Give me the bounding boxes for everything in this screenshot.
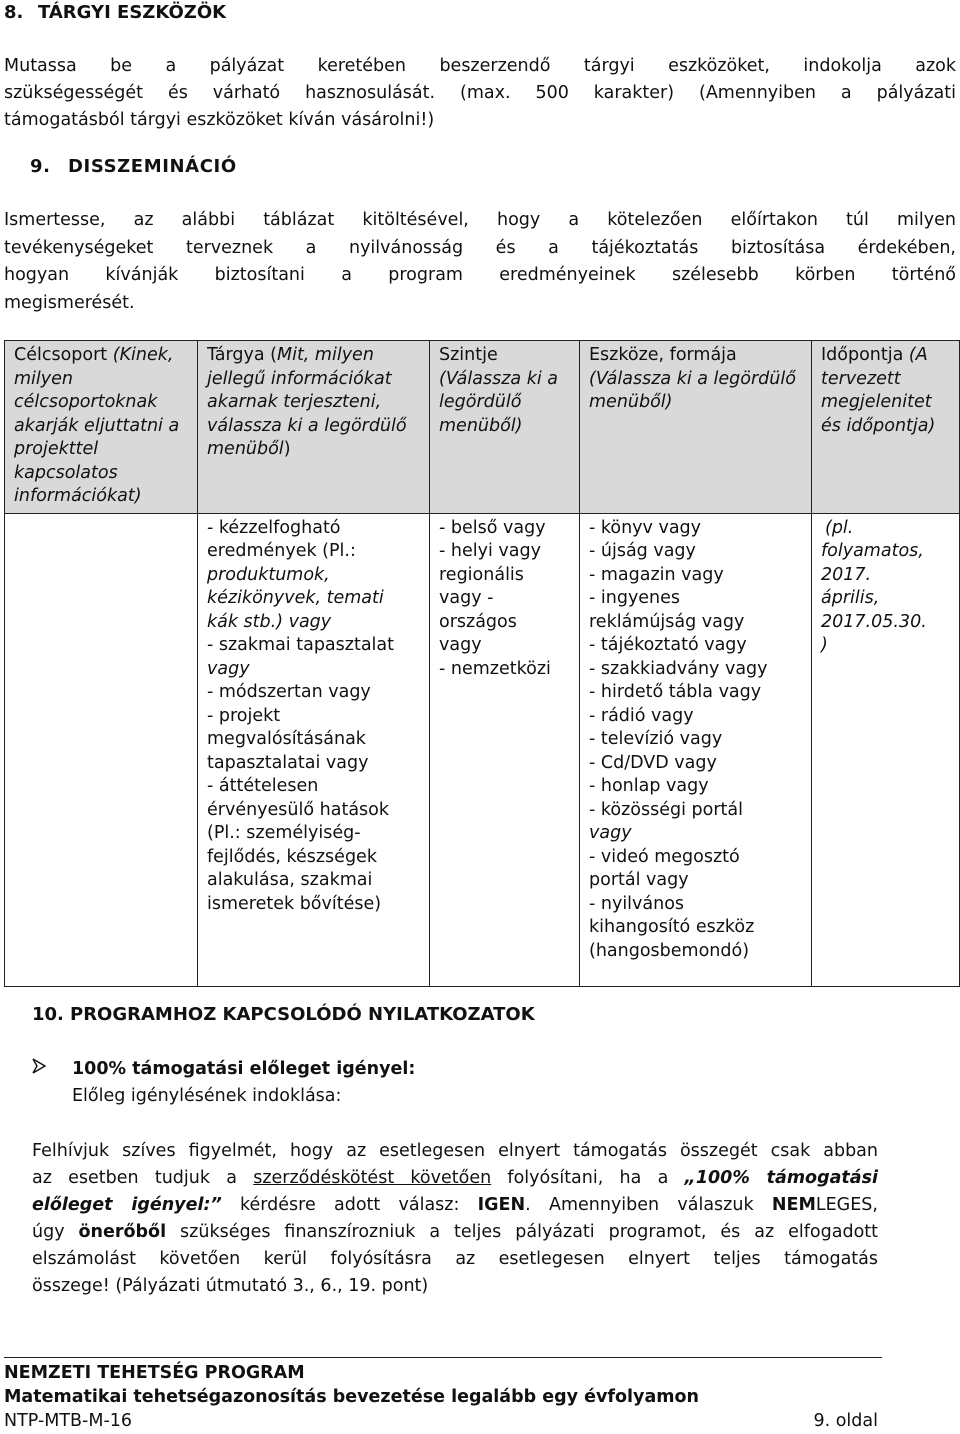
notice-bold: NEM xyxy=(771,1195,816,1215)
date-line: április, xyxy=(821,588,880,608)
cell-subject[interactable] xyxy=(198,513,430,986)
notice-text: az esetben tudjuk a xyxy=(32,1168,254,1188)
tool-line: - szakkiadvány vagy xyxy=(589,658,768,679)
tool-line: - nyilvános xyxy=(589,893,685,914)
section-8-line-2: szükségességét és várható hasznosulását. (max. 500 karakter) (Amennyiben a pályázati xyxy=(4,83,956,103)
section-9-description xyxy=(4,207,956,317)
date-line: folyamatos, xyxy=(821,541,924,561)
footer-page-number: 9. oldal xyxy=(813,1411,878,1431)
level-line: vagy xyxy=(439,635,482,655)
header-date-hint: (A tervezett megjelenitet és időpontja) xyxy=(821,345,936,436)
tool-line: - közösségi portál xyxy=(589,799,743,820)
notice-bold: IGEN xyxy=(477,1195,526,1215)
footer-program-title: Matematikai tehetségazonosítás bevezetése legalább egy évfolyamon xyxy=(4,1387,699,1407)
section-9-title: DISSZEMINÁCIÓ xyxy=(68,156,237,177)
tool-line: - televízió vagy xyxy=(589,729,723,749)
tool-line: - hirdető tábla vagy xyxy=(589,682,762,702)
subject-line: kézikönyvek, temati xyxy=(207,588,384,608)
level-line: - helyi vagy xyxy=(439,541,541,561)
subject-line: alakulása, szakmai xyxy=(207,870,373,890)
tool-line: - magazin vagy xyxy=(589,564,724,585)
level-line: - nemzetközi xyxy=(439,658,551,679)
tool-line: - újság vagy xyxy=(589,541,696,561)
advance-notice xyxy=(32,1138,878,1300)
section-9-heading xyxy=(30,154,237,180)
notice-line-2 xyxy=(32,1165,878,1192)
header-level-label: Szintje xyxy=(439,345,498,365)
advance-payment-label: 100% támogatási előleget igényel: xyxy=(72,1059,416,1079)
footer-divider xyxy=(4,1357,882,1358)
subject-line: ismeretek bővítése) xyxy=(207,893,382,914)
header-level-hint: (Válassza ki a legördülő menüből) xyxy=(439,368,558,436)
tool-line: - rádió vagy xyxy=(589,705,694,726)
section-9-line-3: hogyan kívánják biztosítani a program eredményeinek szélesebb körben történő xyxy=(4,265,956,285)
header-target-group-label: Célcsoport xyxy=(14,345,108,365)
cell-level[interactable] xyxy=(430,513,580,986)
header-subject-label: Tárgya ( xyxy=(207,345,277,365)
header-date xyxy=(812,341,960,514)
subject-line: érvényesülő hatások xyxy=(207,799,389,820)
notice-bold: önerőből xyxy=(78,1222,167,1242)
date-line: (pl. xyxy=(825,517,854,538)
section-8-heading xyxy=(4,0,226,26)
header-subject xyxy=(198,341,430,514)
cell-date[interactable] xyxy=(812,513,960,986)
subject-line: - módszertan vagy xyxy=(207,682,371,702)
subject-line: - kézzelfogható xyxy=(207,517,341,538)
table-header-row xyxy=(5,341,960,514)
level-line: országos xyxy=(439,611,517,632)
subject-line: eredmények (Pl.: xyxy=(207,541,356,561)
tool-line: - honlap vagy xyxy=(589,776,709,796)
subject-line: - projekt xyxy=(207,705,281,726)
subject-line: fejlődés, készségek xyxy=(207,846,377,867)
section-10-number: 10. xyxy=(32,1004,64,1025)
level-line: - belső vagy xyxy=(439,517,546,538)
section-8-line-1: Mutassa be a pályázat keretében beszerzendő tárgyi eszközöket, indokolja azok xyxy=(4,56,956,76)
tool-line: kihangosító eszköz xyxy=(589,917,755,937)
notice-bold-italic: „100% támogatási xyxy=(684,1168,879,1188)
tool-line: - videó megosztó xyxy=(589,846,740,867)
notice-line-3 xyxy=(32,1192,878,1219)
tool-line: - tájékoztató vagy xyxy=(589,635,747,655)
tool-line: - Cd/DVD vagy xyxy=(589,752,717,773)
header-target-group xyxy=(5,341,198,514)
notice-line-4 xyxy=(32,1219,878,1246)
header-subject-hint: Mit, milyen jellegű információkat akarnak terjeszteni, válassza ki a legördülő menüből xyxy=(207,345,407,459)
notice-line-5: elszámolást követően kerül folyósításra az esetlegesen elnyert teljes támogatás xyxy=(32,1249,878,1269)
header-tool xyxy=(580,341,812,514)
arrow-bullet-icon xyxy=(32,1056,52,1082)
section-8-line-3: támogatásból tárgyi eszközöket kíván vásárolni!) xyxy=(4,110,435,130)
cell-target-group[interactable] xyxy=(5,513,198,986)
section-9-line-4: megismerését. xyxy=(4,292,135,313)
subject-line: - szakmai tapasztalat xyxy=(207,635,394,655)
tool-line: - könyv vagy xyxy=(589,517,702,538)
date-line: ) xyxy=(821,635,828,655)
section-9-number: 9. xyxy=(30,156,51,177)
section-8-description xyxy=(4,53,956,134)
section-9-line-1: Ismertesse, az alábbi táblázat kitöltésével, hogy a kötelezően előírtakon túl milyen xyxy=(4,210,956,230)
notice-underlined: szerződéskötést követően xyxy=(253,1168,492,1188)
notice-text: szükséges finanszírozniuk a teljes pályázati programot, és az elfogadott xyxy=(166,1222,878,1242)
level-line: regionális xyxy=(439,564,524,585)
level-line: vagy - xyxy=(439,588,494,608)
subject-line: - áttételesen xyxy=(207,776,319,796)
notice-text: kérdésre adott válasz: xyxy=(221,1195,478,1215)
subject-line: kák stb.) vagy xyxy=(207,611,332,632)
notice-text: folyósítani, ha a xyxy=(491,1168,685,1188)
notice-line-6: összege! (Pályázati útmutató 3., 6., 19. pont) xyxy=(32,1276,429,1296)
header-target-group-hint: (Kinek, milyen célcsoportoknak akarják eljuttatni a projekttel kapcsolatos információkat) xyxy=(14,345,180,506)
section-8-number: 8. xyxy=(4,2,24,23)
subject-line: (Pl.: személyiség- xyxy=(207,823,361,843)
footer-organization: NEMZETI TEHETSÉG PROGRAM xyxy=(4,1363,305,1383)
header-date-label: Időpontja xyxy=(821,345,904,365)
notice-text: . Amennyiben válaszuk xyxy=(525,1195,772,1215)
tool-line: (hangosbemondó) xyxy=(589,940,750,961)
subject-line: vagy xyxy=(207,658,250,679)
notice-text: LEGES, xyxy=(815,1195,878,1215)
subject-line: tapasztalatai vagy xyxy=(207,752,369,773)
section-9-line-2: tevékenységeket terveznek a nyilvánosság és a tájékoztatás biztosítása érdekében, xyxy=(4,237,956,258)
tool-line: vagy xyxy=(589,823,632,843)
notice-line-1: Felhívjuk szíves figyelmét, hogy az esetlegesen elnyert támogatás összegét csak abban xyxy=(32,1141,878,1161)
advance-justification-label[interactable]: Előleg igénylésének indoklása: xyxy=(72,1086,342,1106)
dissemination-table xyxy=(4,340,960,987)
header-tool-hint: (Válassza ki a legördülő menüből) xyxy=(589,368,796,412)
header-tool-label: Eszköze, formája xyxy=(589,345,737,365)
notice-bold-italic: előleget igényel:” xyxy=(32,1195,222,1215)
tool-line: - ingyenes xyxy=(589,588,681,608)
notice-text: úgy xyxy=(32,1222,79,1242)
table-row xyxy=(5,513,960,986)
section-10-heading xyxy=(32,1002,535,1028)
tool-line: portál vagy xyxy=(589,870,689,890)
subject-line: megvalósításának xyxy=(207,729,366,749)
date-line: 2017. xyxy=(821,564,872,585)
header-subject-tail: ) xyxy=(283,439,291,459)
header-level xyxy=(430,341,580,514)
footer-program-code: NTP-MTB-M-16 xyxy=(4,1411,133,1431)
subject-line: produktumok, xyxy=(207,564,330,585)
section-8-title: TÁRGYI ESZKÖZÖK xyxy=(38,2,227,23)
tool-line: reklámújság vagy xyxy=(589,611,745,632)
date-line: 2017.05.30. xyxy=(821,611,927,632)
cell-tool[interactable] xyxy=(580,513,812,986)
section-10-title: PROGRAMHOZ KAPCSOLÓDÓ NYILATKOZATOK xyxy=(70,1004,535,1025)
